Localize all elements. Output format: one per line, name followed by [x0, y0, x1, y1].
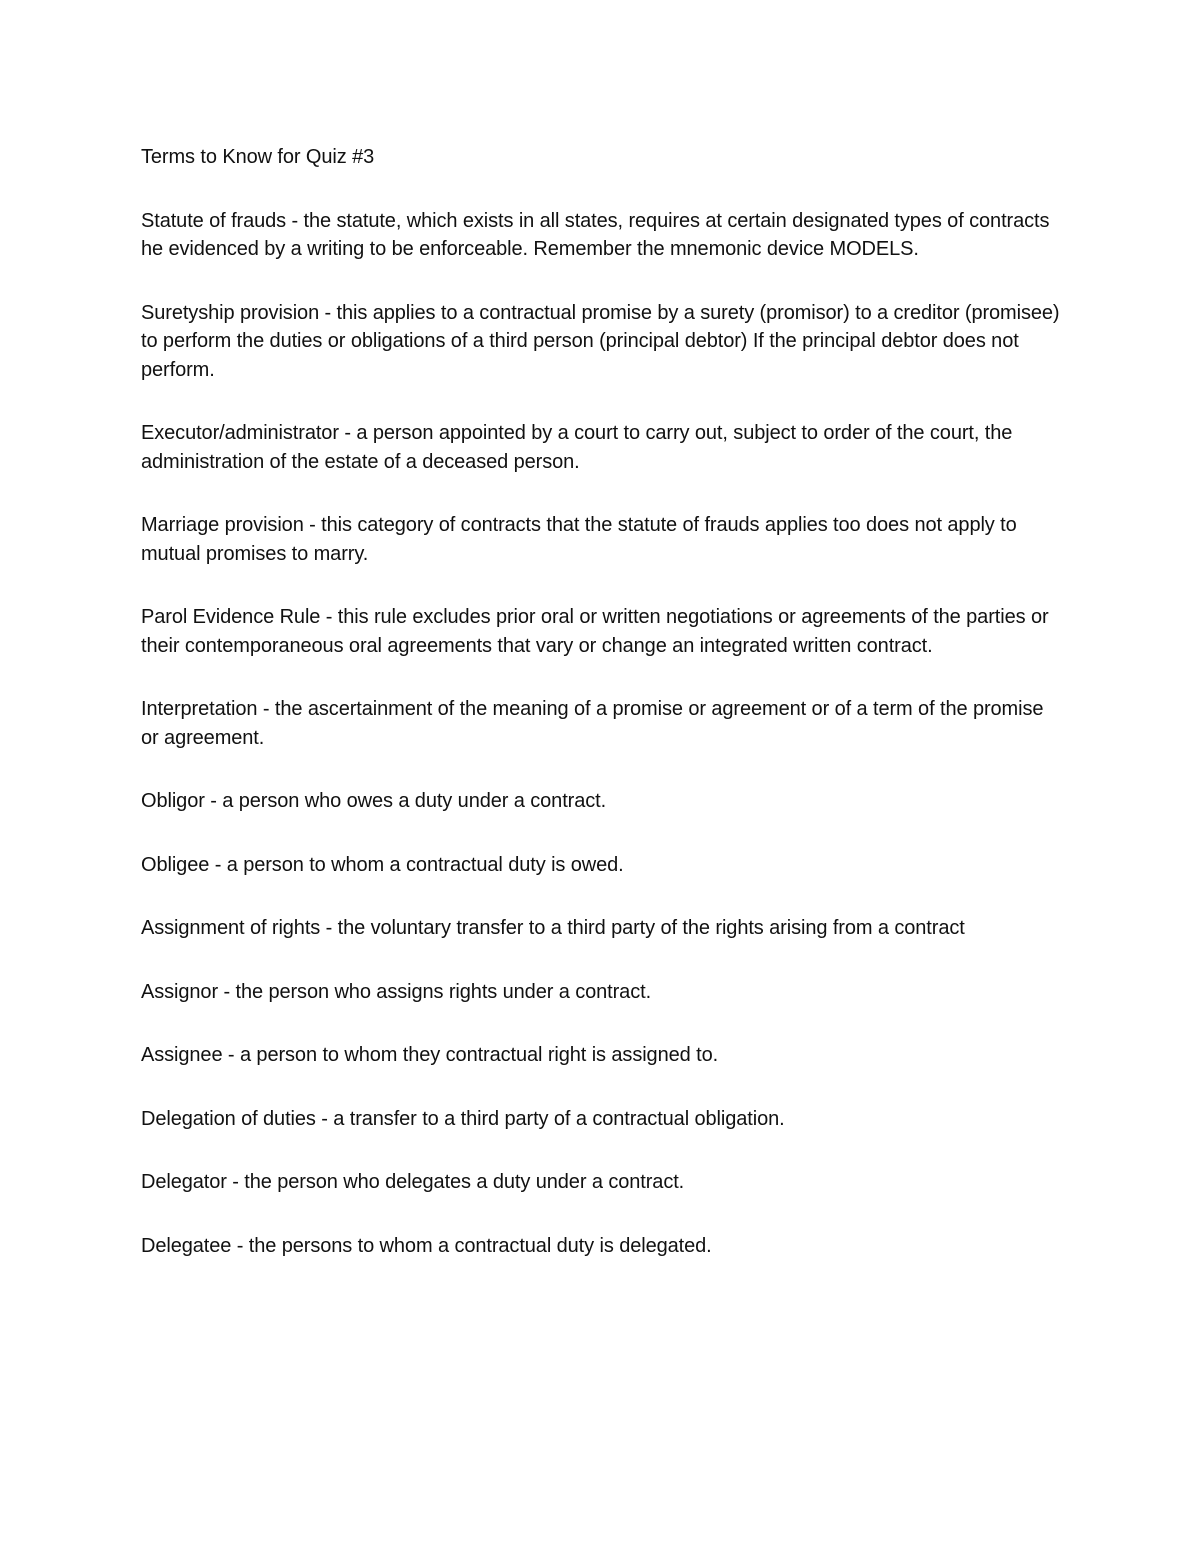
term-delegation-of-duties: Delegation of duties - a transfer to a third party of a contractual obligation. [141, 1107, 785, 1130]
term-delegator: Delegator - the person who delegates a duty under a contract. [141, 1171, 685, 1193]
term-delegatee: Delegatee - the persons to whom a contractual duty is delegated. [141, 1234, 712, 1257]
term-obligor: Obligor - a person who owes a duty under a contract. [141, 790, 607, 812]
term-interpretation: Interpretation - the ascertainment of the meaning of a promise or agreement or of a term of the promise or agreement. [141, 698, 1044, 749]
term-obligee: Obligee - a person to whom a contractual duty is owed. [141, 853, 624, 876]
term-assignee: Assignee - a person to whom they contractual right is assigned to. [141, 1044, 719, 1066]
term-parol-evidence-rule: Parol Evidence Rule - this rule excludes prior oral or written negotiations or agreements of the parties or their contemporaneous oral agreements that vary or change an integrated written contract. [141, 606, 1049, 657]
term-marriage-provision: Marriage provision - this category of contracts that the statute of frauds applies too does not apply to mutual promises to marry. [141, 514, 1017, 565]
term-suretyship-provision: Suretyship provision - this applies to a contractual promise by a surety (promisor) to a creditor (promisee) to perform the duties or obligations of a third person (principal debtor) If the principal debtor does not perform. [141, 301, 1060, 381]
term-assignment-of-rights: Assignment of rights - the voluntary transfer to a third party of the rights arising from a contract [141, 917, 965, 939]
term-executor-administrator: Executor/administrator - a person appointed by a court to carry out, subject to order of the court, the administration of the estate of a deceased person. [141, 422, 1013, 473]
term-statute-of-frauds: Statute of frauds - the statute, which exists in all states, requires at certain designated types of contracts he evidenced by a writing to be enforceable. Remember the mnemonic device MODELS. [141, 209, 1050, 260]
document-title: Terms to Know for Quiz #3 [141, 146, 375, 168]
term-assignor: Assignor - the person who assigns rights under a contract. [141, 980, 652, 1003]
document-body [141, 143, 1061, 1295]
